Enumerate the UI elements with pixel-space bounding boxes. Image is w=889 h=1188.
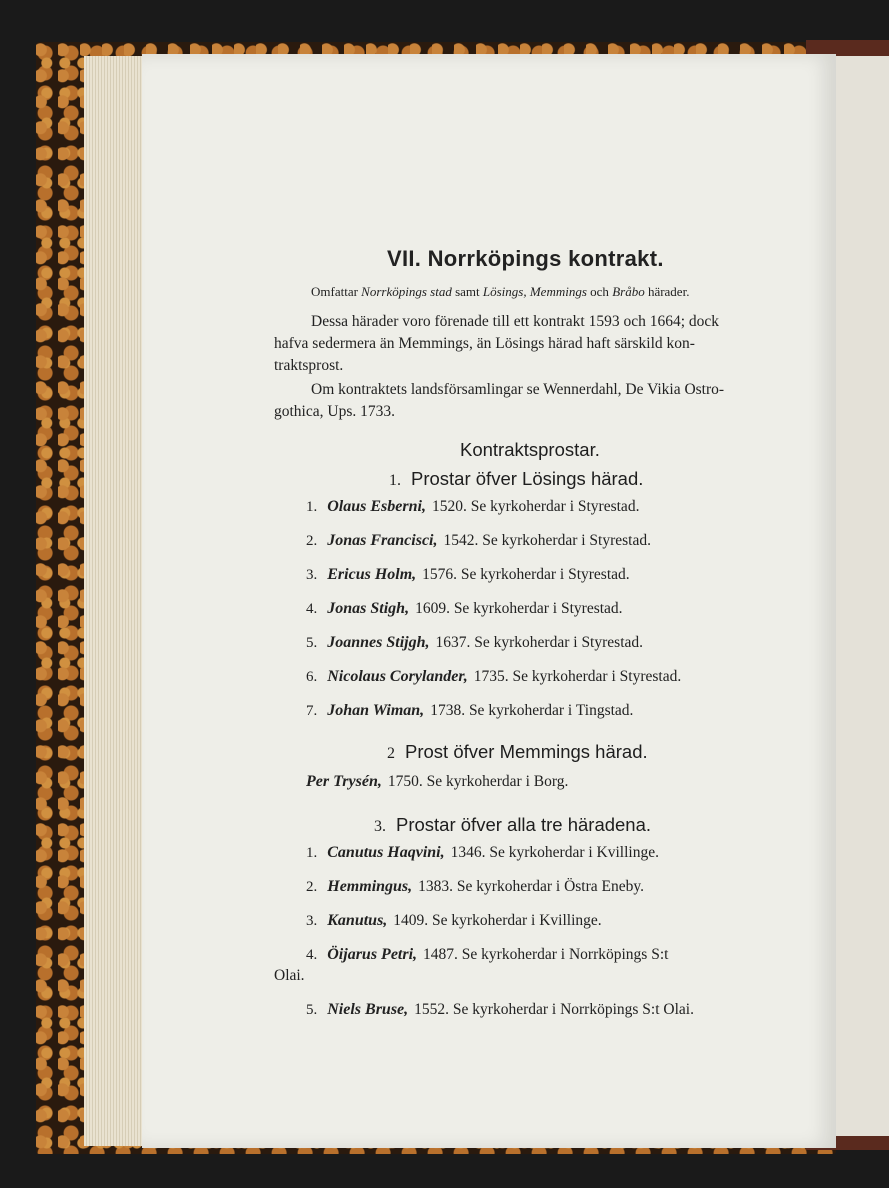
list-item: 5. Joannes Stijgh, 1637. Se kyrkoherdar i Styrestad. — [306, 634, 644, 651]
page-title: VII. Norrköpings kontrakt. — [387, 246, 664, 271]
para2-line-1: Om kontraktets landsförsamlingar se Wennerdahl, De Vikia Ostro- — [311, 381, 725, 398]
list-item: 2. Jonas Francisci, 1542. Se kyrkoherdar i Styrestad. — [306, 532, 651, 549]
list-item: 1. Olaus Esberni, 1520. Se kyrkoherdar i Styrestad. — [306, 498, 640, 515]
list-item: 2. Hemmingus, 1383. Se kyrkoherdar i Östra Eneby. — [306, 878, 644, 895]
para1-line-3: traktsprost. — [274, 357, 344, 374]
para2-line-2: gothica, Ups. 1733. — [274, 403, 395, 420]
intro-line: Omfattar Norrköpings stad samt Lösings, Memmings och Bråbo härader. — [311, 284, 690, 299]
list-item: 1. Canutus Haqvini, 1346. Se kyrkoherdar i Kvillinge. — [306, 844, 659, 861]
list-item: 3. Ericus Holm, 1576. Se kyrkoherdar i Styrestad. — [306, 566, 630, 583]
section-title: Kontraktsprostar. — [460, 439, 600, 460]
para1-line-2: hafva sedermera än Memmings, än Lösings härad haft särskild kon- — [274, 335, 695, 352]
list-item: 4. Öijarus Petri, 1487. Se kyrkoherdar i Norrköpings S:t — [306, 946, 669, 963]
section-1-heading: 1. Prostar öfver Lösings härad. — [389, 468, 644, 489]
para1-line-1: Dessa härader voro förenade till ett kontrakt 1593 och 1664; dock — [311, 313, 720, 330]
section-3-heading: 3. Prostar öfver alla tre häradena. — [374, 814, 652, 835]
list-item: 6. Nicolaus Corylander, 1735. Se kyrkoherdar i Styrestad. — [306, 668, 682, 685]
list-item: 7. Johan Wiman, 1738. Se kyrkoherdar i Tingstad. — [306, 702, 634, 719]
facing-page — [836, 56, 889, 1136]
list-item-continuation: Olai. — [274, 967, 305, 984]
list-item: Per Trysén, 1750. Se kyrkoherdar i Borg. — [306, 773, 569, 790]
page-edges — [84, 56, 148, 1146]
list-item: 3. Kanutus, 1409. Se kyrkoherdar i Kvillinge. — [306, 912, 602, 929]
list-item: 5. Niels Bruse, 1552. Se kyrkoherdar i Norrköpings S:t Olai. — [306, 1001, 694, 1018]
section-2-heading: 2 Prost öfver Memmings härad. — [387, 741, 648, 762]
list-item: 4. Jonas Stigh, 1609. Se kyrkoherdar i Styrestad. — [306, 600, 623, 617]
